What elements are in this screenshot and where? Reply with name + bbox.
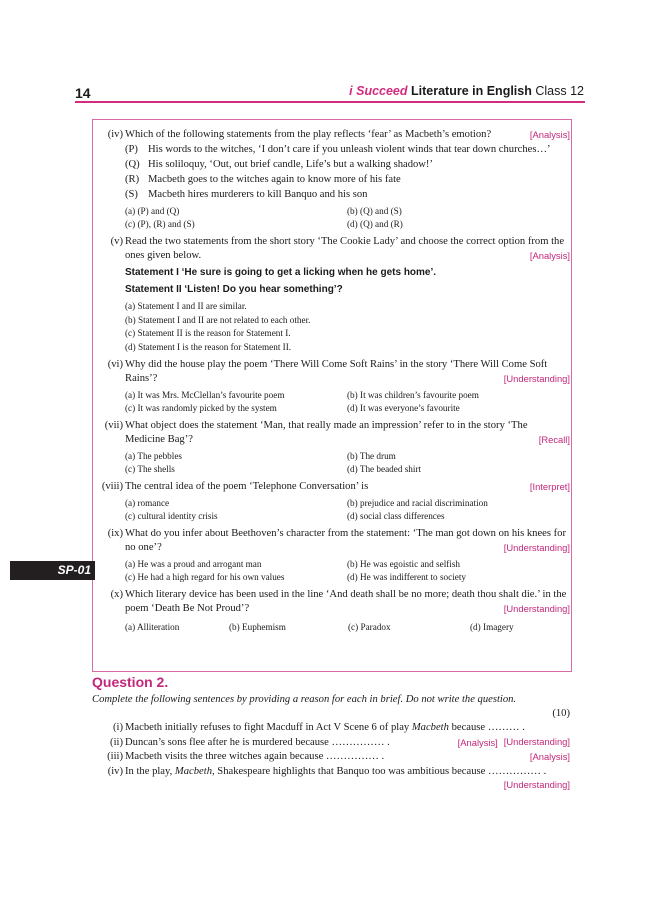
skill-tag: [Analysis]: [457, 736, 498, 748]
question-2-ii: [92, 736, 570, 750]
question-text: [125, 765, 570, 790]
option: (a) (P) and (Q): [125, 206, 180, 216]
options: [92, 450, 570, 476]
question-2-heading: Question 2.: [92, 674, 169, 690]
skill-tag: [Analysis]: [529, 129, 570, 140]
item-label: (S): [125, 189, 138, 200]
skill-tag: [Understanding]: [503, 735, 570, 747]
skill-tag: [Understanding]: [503, 542, 570, 553]
skill-tag: [Understanding]: [503, 373, 570, 384]
question-number: (x): [110, 589, 123, 600]
statement-item: [92, 173, 570, 187]
option: (b) Statement I and II are not related to each other.: [125, 314, 311, 325]
options: [92, 389, 570, 415]
option: (b) He was egoistic and selfish: [347, 559, 461, 569]
skill-tag: [Recall]: [538, 434, 570, 445]
text-part: Macbeth initially refuses to fight Macduff in Act V Scene 6 of play: [125, 722, 412, 733]
item-label: (Q): [125, 159, 140, 170]
question-number: (vii): [104, 420, 123, 431]
question-1-continued: [92, 124, 570, 634]
statement-1: [92, 266, 570, 280]
options: [92, 620, 570, 634]
option: (b) (Q) and (S): [347, 206, 402, 216]
option: (a) romance: [125, 498, 170, 508]
question-text: Macbeth visits the three witches again because …………… .: [125, 751, 385, 762]
statement-item: [92, 158, 570, 172]
question-number: (v): [110, 236, 123, 247]
option: (c) Statement II is the reason for Statement I.: [125, 328, 291, 338]
question-vii: [92, 419, 570, 447]
running-header: [349, 84, 584, 98]
option: (c) It was randomly picked by the system: [125, 403, 277, 413]
statement-text: ‘He sure is going to get a licking when he gets home’.: [181, 267, 437, 278]
question-text: The central idea of the poem ‘Telephone Conversation’ is: [125, 481, 369, 492]
statement-item: [92, 143, 570, 157]
item-label: (P): [125, 144, 138, 155]
item-text: Macbeth hires murderers to kill Banquo and his son: [148, 189, 368, 200]
skill-tag: [Analysis]: [529, 751, 570, 762]
option: (d) Imagery: [470, 622, 514, 632]
question-number: (ii): [110, 736, 123, 748]
statement-label: Statement II: [125, 284, 182, 295]
question-text: Duncan’s sons flee after he is murdered because …………… .: [125, 736, 390, 748]
item-label: (R): [125, 174, 140, 185]
options: [92, 205, 570, 231]
option: (d) He was indifferent to society: [347, 572, 466, 582]
skill-tag: [Analysis]: [529, 250, 570, 261]
option: (b) It was children’s favourite poem: [347, 390, 479, 400]
brand-logo: i Succeed: [349, 84, 408, 98]
option: (d) Statement I is the reason for Statement II.: [125, 341, 292, 352]
question-number: (iv): [107, 765, 123, 777]
option: (d) social class differences: [347, 511, 445, 521]
option: (d) The beaded shirt: [347, 464, 422, 474]
option: (c) Paradox: [348, 622, 391, 632]
book-class: Class 12: [535, 84, 584, 98]
option: (a) The pebbles: [125, 451, 182, 461]
option: (c) He had a high regard for his own values: [125, 572, 285, 582]
question-2: [92, 693, 570, 792]
statement-text: ‘Listen! Do you hear something’?: [184, 284, 343, 295]
play-title: Macbeth: [411, 722, 449, 733]
question-2-iv: [92, 765, 570, 790]
question-text-body: Why did the house play the poem ‘There Will Come Soft Rains’ in the story ‘There Will Come Soft Rains’?: [125, 359, 548, 384]
question-ix: [92, 527, 570, 555]
skill-tag: [Understanding]: [503, 603, 570, 614]
header-rule: [75, 101, 585, 103]
question-x: [92, 588, 570, 616]
option: (d) It was everyone’s favourite: [347, 403, 460, 413]
question-text-body: What object does the statement ‘Man, that really made an impression’ refer to in the story ‘The Medicine Bag’?: [125, 420, 528, 445]
question-v: [92, 235, 570, 263]
option: (b) The drum: [347, 451, 396, 461]
text-part: because ……… .: [448, 722, 525, 733]
marks: (10): [552, 707, 570, 719]
page-number: 14: [75, 85, 91, 101]
text-part: , Shakespeare highlights that Banquo too was ambitious because …………… .: [212, 765, 547, 777]
question-text: [125, 527, 570, 555]
item-text: Macbeth goes to the witches again to know more of his fate: [148, 174, 401, 185]
option: (b) prejudice and racial discrimination: [347, 498, 488, 508]
question-number: (iv): [107, 129, 123, 140]
question-2-iii: [92, 750, 570, 764]
book-title: Literature in English: [411, 84, 532, 98]
question-text-body: What do you infer about Beethoven’s character from the statement: ‘The man got down on his knees for no one’?: [125, 528, 566, 553]
question-text: [125, 358, 570, 386]
statement-label: Statement I: [125, 267, 179, 278]
question-text: Which of the following statements from the play reflects ‘fear’ as Macbeth’s emotion?: [125, 129, 492, 140]
item-text: His soliloquy, ‘Out, out brief candle, Life’s but a walking shadow!’: [148, 159, 433, 170]
statement-2: [92, 283, 570, 297]
play-title: Macbeth: [174, 765, 212, 777]
question-number: (i): [113, 722, 123, 733]
option: (a) He was a proud and arrogant man: [125, 559, 262, 569]
question-text: [125, 235, 570, 263]
skill-tag: [Understanding]: [503, 779, 570, 790]
question-vi: [92, 358, 570, 386]
question-text: [125, 419, 570, 447]
instruction: Complete the following sentences by providing a reason for each in brief. Do not write the question.: [92, 694, 517, 705]
option: (a) It was Mrs. McClellan’s favourite poem: [125, 390, 285, 400]
question-number: (vi): [107, 359, 123, 370]
option: (d) (Q) and (R): [347, 219, 403, 229]
question-text-body: Read the two statements from the short story ‘The Cookie Lady’ and choose the correct option from the ones given below.: [125, 236, 565, 261]
option: (b) Euphemism: [229, 622, 286, 632]
skill-tag: [Interpret]: [529, 481, 570, 492]
option: (c) (P), (R) and (S): [125, 219, 195, 229]
question-viii: [92, 480, 570, 494]
text-part: In the play,: [125, 765, 175, 777]
options: [92, 300, 570, 354]
item-text: His words to the witches, ‘I don’t care if you unleash violent winds that tear down churches…’: [148, 144, 551, 155]
question-number: (ix): [107, 528, 123, 539]
option: (a) Statement I and II are similar.: [125, 301, 247, 311]
question-text-body: Which literary device has been used in the line ‘And death shall be no more; death thou shalt die.’ in the poem ‘Death Be Not Proud’?: [125, 589, 567, 614]
paper-tab: SP-01: [10, 561, 95, 580]
question-number: (iii): [107, 751, 123, 762]
options: [92, 558, 570, 584]
option: (c) The shells: [125, 464, 175, 474]
option: (c) cultural identity crisis: [125, 511, 218, 521]
question-iv: [92, 128, 570, 142]
question-number: (viii): [101, 481, 123, 492]
options: [92, 497, 570, 523]
option: (a) Alliteration: [125, 622, 180, 632]
question-text: [125, 588, 570, 616]
statement-item: [92, 188, 570, 202]
